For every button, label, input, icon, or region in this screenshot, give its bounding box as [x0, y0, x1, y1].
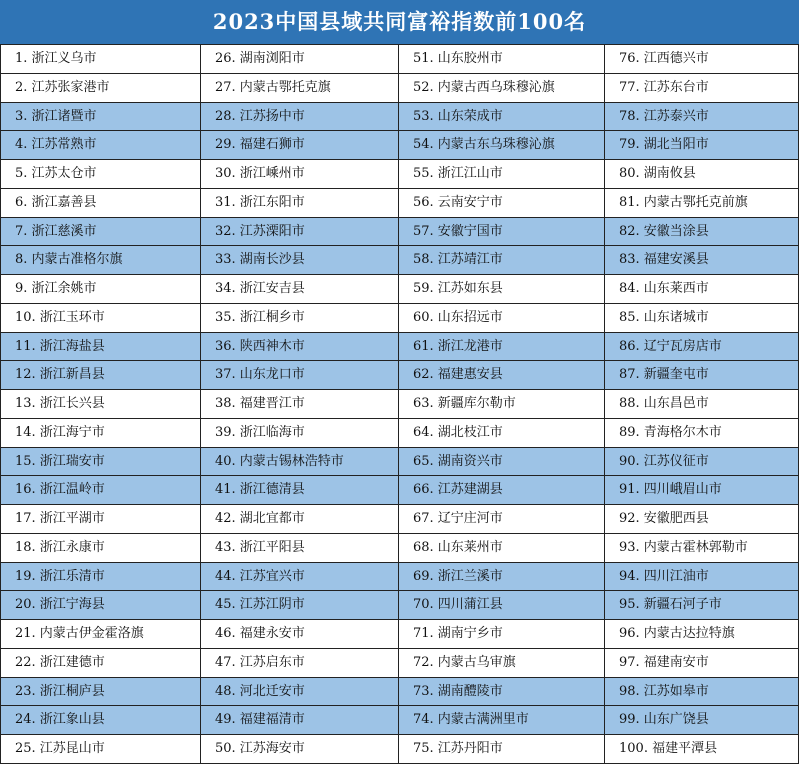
ranking-cell: 79. 湖北当阳市: [604, 130, 799, 160]
ranking-cell: 80. 湖南攸县: [604, 159, 799, 189]
ranking-cell: 47. 江苏启东市: [200, 648, 399, 678]
ranking-cell: 83. 福建安溪县: [604, 245, 799, 275]
ranking-cell: 72. 内蒙古乌审旗: [398, 648, 605, 678]
ranking-cell: 74. 内蒙古满洲里市: [398, 705, 605, 735]
ranking-cell: 4. 江苏常熟市: [0, 130, 201, 160]
ranking-cell: 91. 四川峨眉山市: [604, 475, 799, 505]
ranking-cell: 58. 江苏靖江市: [398, 245, 605, 275]
ranking-cell: 21. 内蒙古伊金霍洛旗: [0, 619, 201, 649]
ranking-cell: 77. 江苏东台市: [604, 73, 799, 103]
ranking-cell: 12. 浙江新昌县: [0, 360, 201, 390]
ranking-cell: 67. 辽宁庄河市: [398, 504, 605, 534]
ranking-cell: 59. 江苏如东县: [398, 274, 605, 304]
ranking-cell: 64. 湖北枝江市: [398, 418, 605, 448]
ranking-cell: 87. 新疆奎屯市: [604, 360, 799, 390]
ranking-cell: 100. 福建平潭县: [604, 734, 799, 764]
ranking-cell: 31. 浙江东阳市: [200, 188, 399, 218]
ranking-cell: 71. 湖南宁乡市: [398, 619, 605, 649]
ranking-cell: 68. 山东莱州市: [398, 533, 605, 563]
ranking-cell: 35. 浙江桐乡市: [200, 303, 399, 333]
ranking-cell: 52. 内蒙古西乌珠穆沁旗: [398, 73, 605, 103]
ranking-cell: 16. 浙江温岭市: [0, 475, 201, 505]
ranking-cell: 30. 浙江嵊州市: [200, 159, 399, 189]
ranking-grid: [0, 44, 799, 763]
ranking-cell: 50. 江苏海安市: [200, 734, 399, 764]
ranking-cell: 17. 浙江平湖市: [0, 504, 201, 534]
ranking-cell: 69. 浙江兰溪市: [398, 562, 605, 592]
ranking-cell: 24. 浙江象山县: [0, 705, 201, 735]
ranking-cell: 60. 山东招远市: [398, 303, 605, 333]
ranking-cell: 51. 山东胶州市: [398, 44, 605, 74]
ranking-cell: 29. 福建石狮市: [200, 130, 399, 160]
ranking-cell: 14. 浙江海宁市: [0, 418, 201, 448]
ranking-cell: 9. 浙江余姚市: [0, 274, 201, 304]
ranking-cell: 93. 内蒙古霍林郭勒市: [604, 533, 799, 563]
ranking-cell: 84. 山东莱西市: [604, 274, 799, 304]
ranking-cell: 3. 浙江诸暨市: [0, 102, 201, 132]
ranking-cell: 34. 浙江安吉县: [200, 274, 399, 304]
ranking-cell: 81. 内蒙古鄂托克前旗: [604, 188, 799, 218]
ranking-cell: 32. 江苏溧阳市: [200, 217, 399, 247]
ranking-cell: 75. 江苏丹阳市: [398, 734, 605, 764]
ranking-cell: 55. 浙江江山市: [398, 159, 605, 189]
ranking-cell: 26. 湖南浏阳市: [200, 44, 399, 74]
ranking-cell: 89. 青海格尔木市: [604, 418, 799, 448]
ranking-cell: 90. 江苏仪征市: [604, 447, 799, 477]
ranking-cell: 92. 安徽肥西县: [604, 504, 799, 534]
ranking-cell: 76. 江西德兴市: [604, 44, 799, 74]
ranking-cell: 18. 浙江永康市: [0, 533, 201, 563]
ranking-cell: 20. 浙江宁海县: [0, 590, 201, 620]
ranking-cell: 11. 浙江海盐县: [0, 332, 201, 362]
ranking-cell: 15. 浙江瑞安市: [0, 447, 201, 477]
ranking-cell: 10. 浙江玉环市: [0, 303, 201, 333]
ranking-cell: 1. 浙江义乌市: [0, 44, 201, 74]
ranking-cell: 38. 福建晋江市: [200, 389, 399, 419]
ranking-cell: 63. 新疆库尔勒市: [398, 389, 605, 419]
ranking-cell: 25. 江苏昆山市: [0, 734, 201, 764]
ranking-cell: 82. 安徽当涂县: [604, 217, 799, 247]
ranking-cell: 13. 浙江长兴县: [0, 389, 201, 419]
ranking-cell: 45. 江苏江阴市: [200, 590, 399, 620]
ranking-cell: 19. 浙江乐清市: [0, 562, 201, 592]
ranking-cell: 78. 江苏泰兴市: [604, 102, 799, 132]
ranking-cell: 39. 浙江临海市: [200, 418, 399, 448]
ranking-cell: 43. 浙江平阳县: [200, 533, 399, 563]
ranking-cell: 95. 新疆石河子市: [604, 590, 799, 620]
ranking-cell: 99. 山东广饶县: [604, 705, 799, 735]
ranking-cell: 86. 辽宁瓦房店市: [604, 332, 799, 362]
ranking-cell: 23. 浙江桐庐县: [0, 677, 201, 707]
ranking-cell: 88. 山东昌邑市: [604, 389, 799, 419]
ranking-cell: 44. 江苏宜兴市: [200, 562, 399, 592]
ranking-cell: 7. 浙江慈溪市: [0, 217, 201, 247]
ranking-cell: 65. 湖南资兴市: [398, 447, 605, 477]
ranking-cell: 6. 浙江嘉善县: [0, 188, 201, 218]
ranking-cell: 48. 河北迁安市: [200, 677, 399, 707]
ranking-cell: 42. 湖北宜都市: [200, 504, 399, 534]
ranking-cell: 5. 江苏太仓市: [0, 159, 201, 189]
ranking-cell: 97. 福建南安市: [604, 648, 799, 678]
ranking-cell: 28. 江苏扬中市: [200, 102, 399, 132]
ranking-cell: 62. 福建惠安县: [398, 360, 605, 390]
ranking-cell: 98. 江苏如皋市: [604, 677, 799, 707]
ranking-cell: 85. 山东诸城市: [604, 303, 799, 333]
ranking-cell: 57. 安徽宁国市: [398, 217, 605, 247]
page-title: 2023中国县域共同富裕指数前100名: [0, 0, 799, 44]
ranking-cell: 54. 内蒙古东乌珠穆沁旗: [398, 130, 605, 160]
ranking-cell: 53. 山东荣成市: [398, 102, 605, 132]
ranking-cell: 22. 浙江建德市: [0, 648, 201, 678]
ranking-cell: 8. 内蒙古准格尔旗: [0, 245, 201, 275]
ranking-cell: 41. 浙江德清县: [200, 475, 399, 505]
ranking-cell: 56. 云南安宁市: [398, 188, 605, 218]
ranking-cell: 37. 山东龙口市: [200, 360, 399, 390]
ranking-cell: 27. 内蒙古鄂托克旗: [200, 73, 399, 103]
ranking-cell: 33. 湖南长沙县: [200, 245, 399, 275]
ranking-cell: 61. 浙江龙港市: [398, 332, 605, 362]
ranking-cell: 94. 四川江油市: [604, 562, 799, 592]
ranking-cell: 70. 四川蒲江县: [398, 590, 605, 620]
ranking-cell: 49. 福建福清市: [200, 705, 399, 735]
ranking-cell: 40. 内蒙古锡林浩特市: [200, 447, 399, 477]
ranking-cell: 46. 福建永安市: [200, 619, 399, 649]
ranking-cell: 96. 内蒙古达拉特旗: [604, 619, 799, 649]
ranking-cell: 36. 陕西神木市: [200, 332, 399, 362]
ranking-cell: 2. 江苏张家港市: [0, 73, 201, 103]
ranking-cell: 73. 湖南醴陵市: [398, 677, 605, 707]
ranking-cell: 66. 江苏建湖县: [398, 475, 605, 505]
